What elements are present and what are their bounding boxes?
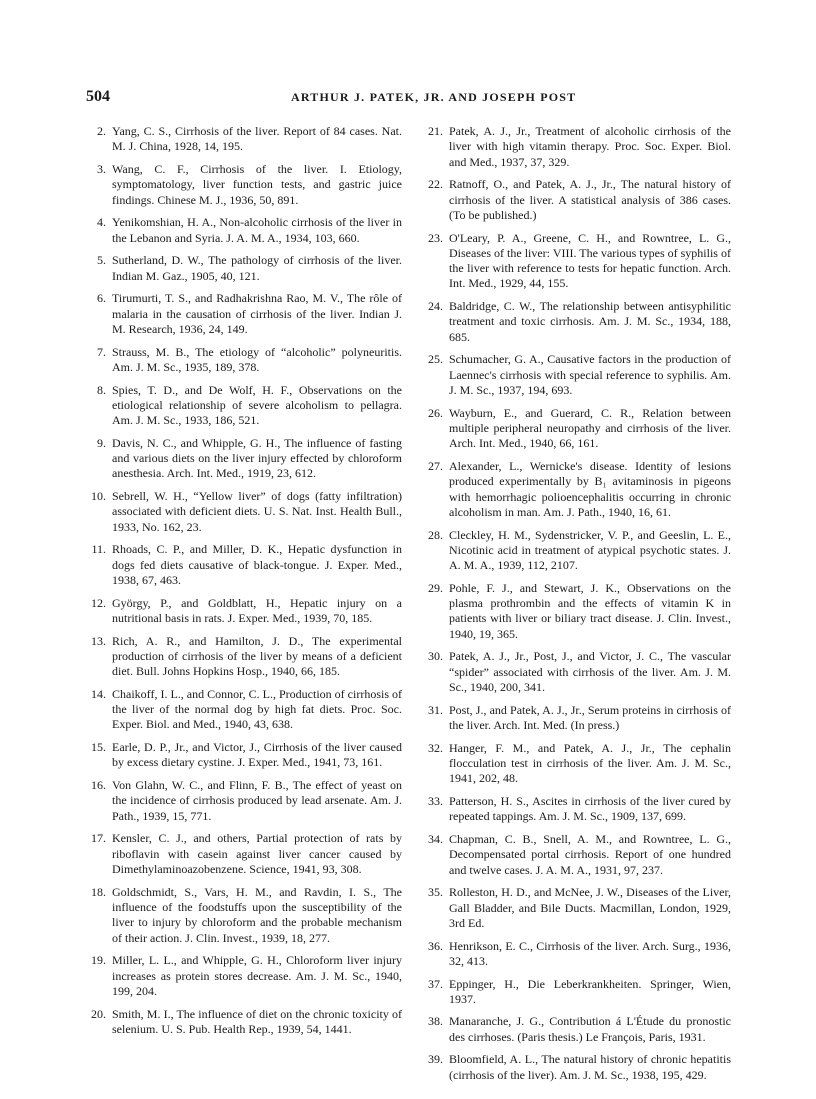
reference-entry xyxy=(425,832,731,878)
reference-number: 9. xyxy=(97,435,106,450)
reference-entry xyxy=(88,215,402,246)
reference-entry xyxy=(425,649,731,695)
reference-entry xyxy=(425,794,731,825)
reference-entry xyxy=(425,741,731,787)
reference-number: 34. xyxy=(428,831,443,846)
reference-entry xyxy=(88,253,402,284)
reference-entry xyxy=(425,231,731,292)
reference-entry xyxy=(425,459,731,520)
reference-entry xyxy=(88,740,402,771)
reference-text: Alexander, L., Wernicke's disease. Identity of lesions produced experimentally by B₁ avitaminosis in pigeons with hemorrhagic polioencephalitis occurring in chronic alcoholism in man. Am. J. Path., 1940, 16, 61. xyxy=(449,458,731,519)
reference-entry xyxy=(425,1014,731,1045)
reference-number: 13. xyxy=(91,633,106,648)
running-head: ARTHUR J. PATEK, JR. AND JOSEPH POST xyxy=(291,90,577,104)
reference-entry xyxy=(88,345,402,376)
reference-text: Yang, C. S., Cirrhosis of the liver. Report of 84 cases. Nat. M. J. China, 1928, 14, 195. xyxy=(112,124,402,154)
reference-number: 14. xyxy=(91,686,106,701)
reference-number: 36. xyxy=(428,938,443,953)
reference-number: 33. xyxy=(428,793,443,808)
reference-text: Pohle, F. J., and Stewart, J. K., Observations on the plasma prothrombin and the effects of vitamin K in patients with liver or biliary tract disease. J. Clin. Invest., 1940, 19, 365. xyxy=(449,580,731,641)
reference-entry xyxy=(425,177,731,223)
reference-number: 20. xyxy=(91,1006,106,1021)
reference-entry xyxy=(88,634,402,680)
reference-entry xyxy=(425,299,731,345)
reference-number: 6. xyxy=(97,291,106,306)
reference-text: Patek, A. J., Jr., Post, J., and Victor, J. C., The vascular “spider” associated with cirrhosis of the liver. Am. J. M. Sc., 1940, 200, 341. xyxy=(449,649,731,695)
reference-text: Sutherland, D. W., The pathology of cirrhosis of the liver. Indian M. Gaz., 1905, 40, 121. xyxy=(112,253,402,283)
reference-text: György, P., and Goldblatt, H., Hepatic injury on a nutritional basis in rats. J. Exper. Med., 1939, 70, 185. xyxy=(112,595,402,625)
reference-entry xyxy=(88,687,402,733)
reference-text: Earle, D. P., Jr., and Victor, J., Cirrhosis of the liver caused by excess dietary cystine. J. Exper. Med., 1941, 73, 161. xyxy=(112,740,402,770)
reference-number: 16. xyxy=(91,778,106,793)
reference-entry xyxy=(88,831,402,877)
reference-entry xyxy=(425,977,731,1008)
reference-text: Bloomfield, A. L., The natural history of chronic hepatitis (cirrhosis of the liver). Am. J. M. Sc., 1938, 195, 429. xyxy=(449,1052,731,1082)
reference-number: 22. xyxy=(428,177,443,192)
reference-number: 18. xyxy=(91,884,106,899)
reference-entry xyxy=(88,489,402,535)
reference-text: Hanger, F. M., and Patek, A. J., Jr., The cephalin flocculation test in cirrhosis of the liver. Am. J. M. Sc., 1941, 202, 48. xyxy=(449,740,731,786)
reference-number: 11. xyxy=(91,542,106,557)
reference-entry xyxy=(425,885,731,931)
reference-entry xyxy=(425,124,731,170)
reference-number: 35. xyxy=(428,885,443,900)
reference-entry xyxy=(425,406,731,452)
reference-entry xyxy=(88,953,402,999)
reference-entry xyxy=(88,1007,402,1038)
reference-number: 26. xyxy=(428,405,443,420)
reference-text: Yenikomshian, H. A., Non-alcoholic cirrhosis of the liver in the Lebanon and Syria. J. A. M. A., 1934, 103, 660. xyxy=(112,215,402,245)
page-header xyxy=(86,88,730,112)
reference-text: Ratnoff, O., and Patek, A. J., Jr., The natural history of cirrhosis of the liver. A statistical analysis of 386 cases. (To be published.) xyxy=(449,177,731,222)
reference-text: Eppinger, H., Die Leberkrankheiten. Springer, Wien, 1937. xyxy=(449,976,731,1006)
reference-entry xyxy=(88,291,402,337)
reference-text: Von Glahn, W. C., and Flinn, F. B., The effect of yeast on the incidence of cirrhosis produced by lead arsenate. Am. J. Path., 1939, 15, 771. xyxy=(112,778,402,823)
reference-text: Rhoads, C. P., and Miller, D. K., Hepatic dysfunction in dogs fed diets causative of black-tongue. J. Exper. Med., 1938, 67, 463. xyxy=(112,542,402,587)
reference-number: 30. xyxy=(428,649,443,664)
reference-text: Henrikson, E. C., Cirrhosis of the liver. Arch. Surg., 1936, 32, 413. xyxy=(449,938,731,968)
reference-text: Post, J., and Patek, A. J., Jr., Serum proteins in cirrhosis of the liver. Arch. Int. Med. (In press.) xyxy=(449,702,731,732)
reference-number: 12. xyxy=(91,595,106,610)
reference-text: Rich, A. R., and Hamilton, J. D., The experimental production of cirrhosis of the liver by means of a deficient diet. Bull. Johns Hopkins Hosp., 1940, 66, 185. xyxy=(112,633,402,679)
reference-number: 3. xyxy=(97,161,106,176)
reference-text: Chapman, C. B., Snell, A. M., and Rowntree, L. G., Decompensated portal cirrhosis. Report of one hundred and twelve cases. J. A. M. A., 1931, 97, 237. xyxy=(449,831,731,877)
reference-text: Strauss, M. B., The etiology of “alcoholic” polyneuritis. Am. J. M. Sc., 1935, 189, 378. xyxy=(112,344,402,374)
reference-text: Wayburn, E., and Guerard, C. R., Relation between multiple peripheral neuropathy and cirrhosis of the liver. Arch. Int. Med., 1940, 66, 161. xyxy=(449,405,731,451)
reference-text: Davis, N. C., and Whipple, G. H., The influence of fasting and various diets on the liver injury effected by chloroform anesthesia. Arch. Int. Med., 1919, 23, 612. xyxy=(112,435,402,481)
reference-text: Goldschmidt, S., Vars, H. M., and Ravdin, I. S., The influence of the foodstuffs upon the susceptibility of the liver to injury by chloroform and the probable mechanism of their action. J. Clin. Invest., 1939, 18, 277. xyxy=(112,884,402,945)
reference-entry xyxy=(88,124,402,155)
reference-number: 32. xyxy=(428,740,443,755)
reference-number: 19. xyxy=(91,953,106,968)
reference-text: Sebrell, W. H., “Yellow liver” of dogs (fatty infiltration) associated with deficient diets. U. S. Nat. Inst. Health Bull., 1933, No. 162, 23. xyxy=(112,489,402,534)
reference-text: Miller, L. L., and Whipple, G. H., Chloroform liver injury increases as protein stores decrease. Am. J. M. Sc., 1940, 199, 204. xyxy=(112,953,402,998)
reference-text: Wang, C. F., Cirrhosis of the liver. I. Etiology, symptomatology, liver function tests, and gastric juice findings. Chinese M. J., 1936, 50, 891. xyxy=(112,161,402,207)
reference-number: 5. xyxy=(97,253,106,268)
reference-column-right xyxy=(425,124,731,1090)
reference-number: 15. xyxy=(91,740,106,755)
reference-number: 39. xyxy=(428,1052,443,1067)
reference-entry xyxy=(425,939,731,970)
reference-text: Manaranche, J. G., Contribution á L'Étude du pronostic des cirrhoses. (Paris thesis.) Le François, Paris, 1931. xyxy=(449,1014,731,1044)
reference-text: Baldridge, C. W., The relationship between antisyphilitic treatment and toxic cirrhosis. Am. J. M. Sc., 1934, 188, 685. xyxy=(449,299,731,344)
reference-text: Patek, A. J., Jr., Treatment of alcoholic cirrhosis of the liver with high vitamin therapy. Proc. Soc. Exper. Biol. and Med., 1937, 37, 329. xyxy=(449,124,731,169)
reference-entry xyxy=(425,581,731,642)
reference-number: 4. xyxy=(97,215,106,230)
reference-entry xyxy=(88,162,402,208)
reference-number: 38. xyxy=(428,1014,443,1029)
reference-text: Tirumurti, T. S., and Radhakrishna Rao, M. V., The rôle of malaria in the causation of cirrhosis of the liver. Indian J. M. Research, 1936, 24, 149. xyxy=(112,291,402,336)
reference-number: 17. xyxy=(91,831,106,846)
reference-number: 2. xyxy=(97,124,106,138)
reference-entry xyxy=(425,528,731,574)
reference-entry xyxy=(425,352,731,398)
reference-number: 8. xyxy=(97,382,106,397)
reference-number: 24. xyxy=(428,299,443,314)
reference-entry xyxy=(88,885,402,946)
reference-entry xyxy=(88,596,402,627)
reference-column-left xyxy=(88,124,402,1045)
reference-text: Chaikoff, I. L., and Connor, C. L., Production of cirrhosis of the liver of the normal dog by high fat diets. Proc. Soc. Exper. Biol. and Med., 1940, 43, 638. xyxy=(112,686,402,732)
reference-entry xyxy=(425,703,731,734)
reference-number: 21. xyxy=(428,124,443,138)
reference-text: Schumacher, G. A., Causative factors in the production of Laennec's cirrhosis with special reference to syphilis. Am. J. M. Sc., 1937, 194, 693. xyxy=(449,352,731,398)
reference-text: Smith, M. I., The influence of diet on the chronic toxicity of selenium. U. S. Pub. Health Rep., 1939, 54, 1441. xyxy=(112,1006,402,1036)
reference-number: 28. xyxy=(428,527,443,542)
page-number: 504 xyxy=(86,88,110,105)
reference-number: 31. xyxy=(428,702,443,717)
reference-text: Spies, T. D., and De Wolf, H. F., Observations on the etiological relationship of severe alcoholism to pellagra. Am. J. M. Sc., 1933, 186, 521. xyxy=(112,382,402,428)
reference-text: Cleckley, H. M., Sydenstricker, V. P., and Geeslin, L. E., Nicotinic acid in treatment of atypical psychotic states. J. A. M. A., 1939, 112, 2107. xyxy=(449,527,731,573)
reference-entry xyxy=(88,778,402,824)
reference-number: 25. xyxy=(428,352,443,367)
reference-number: 7. xyxy=(97,344,106,359)
reference-text: Patterson, H. S., Ascites in cirrhosis of the liver cured by repeated tappings. Am. J. M. Sc., 1909, 137, 699. xyxy=(449,793,731,824)
reference-number: 29. xyxy=(428,580,443,595)
reference-number: 10. xyxy=(91,489,106,504)
reference-entry xyxy=(88,436,402,482)
reference-number: 23. xyxy=(428,230,443,245)
reference-entry xyxy=(88,542,402,588)
reference-number: 27. xyxy=(428,458,443,473)
reference-text: O'Leary, P. A., Greene, C. H., and Rowntree, L. G., Diseases of the liver: VIII. The various types of syphilis of the liver with reference to tests for hepatic function. Arch. Int. Med., 1929, 44, 155. xyxy=(449,230,731,291)
reference-text: Kensler, C. J., and others, Partial protection of rats by riboflavin with casein against liver cancer caused by Dimethylaminoazobenzene. Science, 1941, 93, 308. xyxy=(112,831,402,877)
reference-number: 37. xyxy=(428,976,443,991)
reference-entry xyxy=(88,383,402,429)
reference-text: Rolleston, H. D., and McNee, J. W., Diseases of the Liver, Gall Bladder, and Bile Ducts. Macmillan, London, 1929, 3rd Ed. xyxy=(449,885,731,930)
reference-entry xyxy=(425,1052,731,1083)
